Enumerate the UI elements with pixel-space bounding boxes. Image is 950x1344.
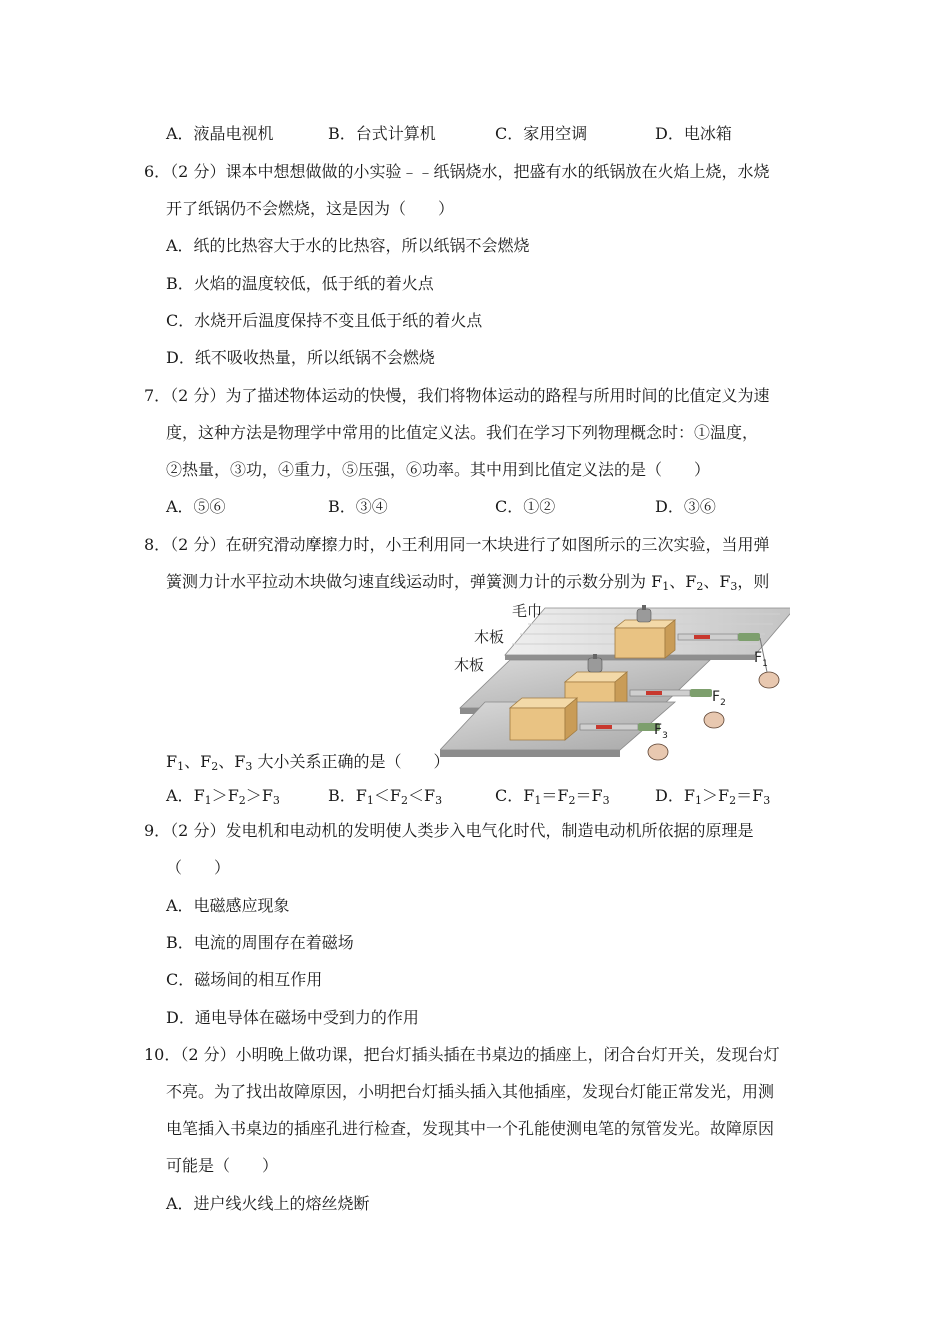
q10-stem-line2: 不亮。为了找出故障原因，小明把台灯插头插入其他插座，发现台灯能正常发光，用测 [166,1082,775,1101]
q6-option-a: A．纸的比热容大于水的比热容，所以纸锅不会燃烧 [166,236,530,255]
q7-stem-line2: 度，这种方法是物理学中常用的比值定义法。我们在学习下列物理概念时：①温度， [166,423,759,442]
q8-option-c: C．$F_1=F_2=F_3$ [495,786,610,807]
q7-option-d: D．③⑥ [655,497,716,516]
q9-option-d: D．通电导体在磁场中受到力的作用 [166,1008,419,1027]
q6-option-c: C．水烧开后温度保持不变且低于纸的着火点 [166,311,483,330]
q8-option-b: B．$F_1<F_2<F_3$ [328,786,443,807]
q9-option-a: A．电磁感应现象 [166,896,290,915]
label-board-2: 木板 [454,656,485,674]
q6-option-d: D．纸不吸收热量，所以纸锅不会燃烧 [166,348,435,367]
friction-experiment-figure [440,600,790,775]
label-board-1: 木板 [474,628,505,646]
q5-option-a: A．液晶电视机 [166,124,274,143]
q8-option-d: D．$F_1>F_2=F_3$ [655,786,771,807]
q8-stem-line2: 簧测力计水平拉动木块做匀速直线运动时，弹簧测力计的示数分别为 $F_1$、$F_2$、$F_3$，则 [166,572,770,593]
force-label-f3: $F_3$ [654,722,668,741]
q7-stem-line3: ②热量，③功，④重力，⑤压强，⑥功率。其中用到比值定义法的是（ ） [166,460,711,479]
q5-option-d: D．电冰箱 [655,124,732,143]
q9-stem-line1: 9．（2 分）发电机和电动机的发明使人类步入电气化时代，制造电动机所依据的原理是 [144,821,754,840]
q8-stem-line1: 8．（2 分）在研究滑动摩擦力时，小王利用同一木块进行了如图所示的三次实验，当用弹 [144,535,770,554]
q7-option-b: B．③④ [328,497,388,516]
q5-option-c: C．家用空调 [495,124,588,143]
force-label-f1: $F_1$ [754,650,768,669]
label-towel: 毛巾 [512,602,543,620]
q10-option-a: A．进户线火线上的熔丝烧断 [166,1194,370,1213]
q6-option-b: B．火焰的温度较低，低于纸的着火点 [166,274,434,293]
q8-stem-line3: $F_1$、$F_2$、$F_3$ 大小关系正确的是（ ） [166,752,450,773]
q9-option-c: C．磁场间的相互作用 [166,970,323,989]
q7-stem-line1: 7．（2 分）为了描述物体运动的快慢，我们将物体运动的路程与所用时间的比值定义为速 [144,386,770,405]
q9-stem-line2: （ ） [166,858,231,877]
q6-stem-line1: 6．（2 分）课本中想想做做的小实验﹣﹣纸锅烧水，把盛有水的纸锅放在火焰上烧，水烧 [144,162,770,181]
q10-stem-line1: 10．（2 分）小明晚上做功课，把台灯插头插在书桌边的插座上，闭合台灯开关，发现台灯 [144,1045,780,1064]
q8-option-a: A．$F_1>F_2>F_3$ [166,786,280,807]
q10-stem-line4: 可能是（ ） [166,1156,279,1175]
q10-stem-line3: 电笔插入书桌边的插座孔进行检查，发现其中一个孔能使测电笔的氖管发光。故障原因 [166,1119,775,1138]
q5-option-b: B．台式计算机 [328,124,436,143]
q7-option-c: C．①② [495,497,556,516]
q7-option-a: A．⑤⑥ [166,497,226,516]
q9-option-b: B．电流的周围存在着磁场 [166,933,354,952]
q6-stem-line2: 开了纸锅仍不会燃烧，这是因为（ ） [166,199,455,218]
force-label-f2: $F_2$ [712,689,726,708]
